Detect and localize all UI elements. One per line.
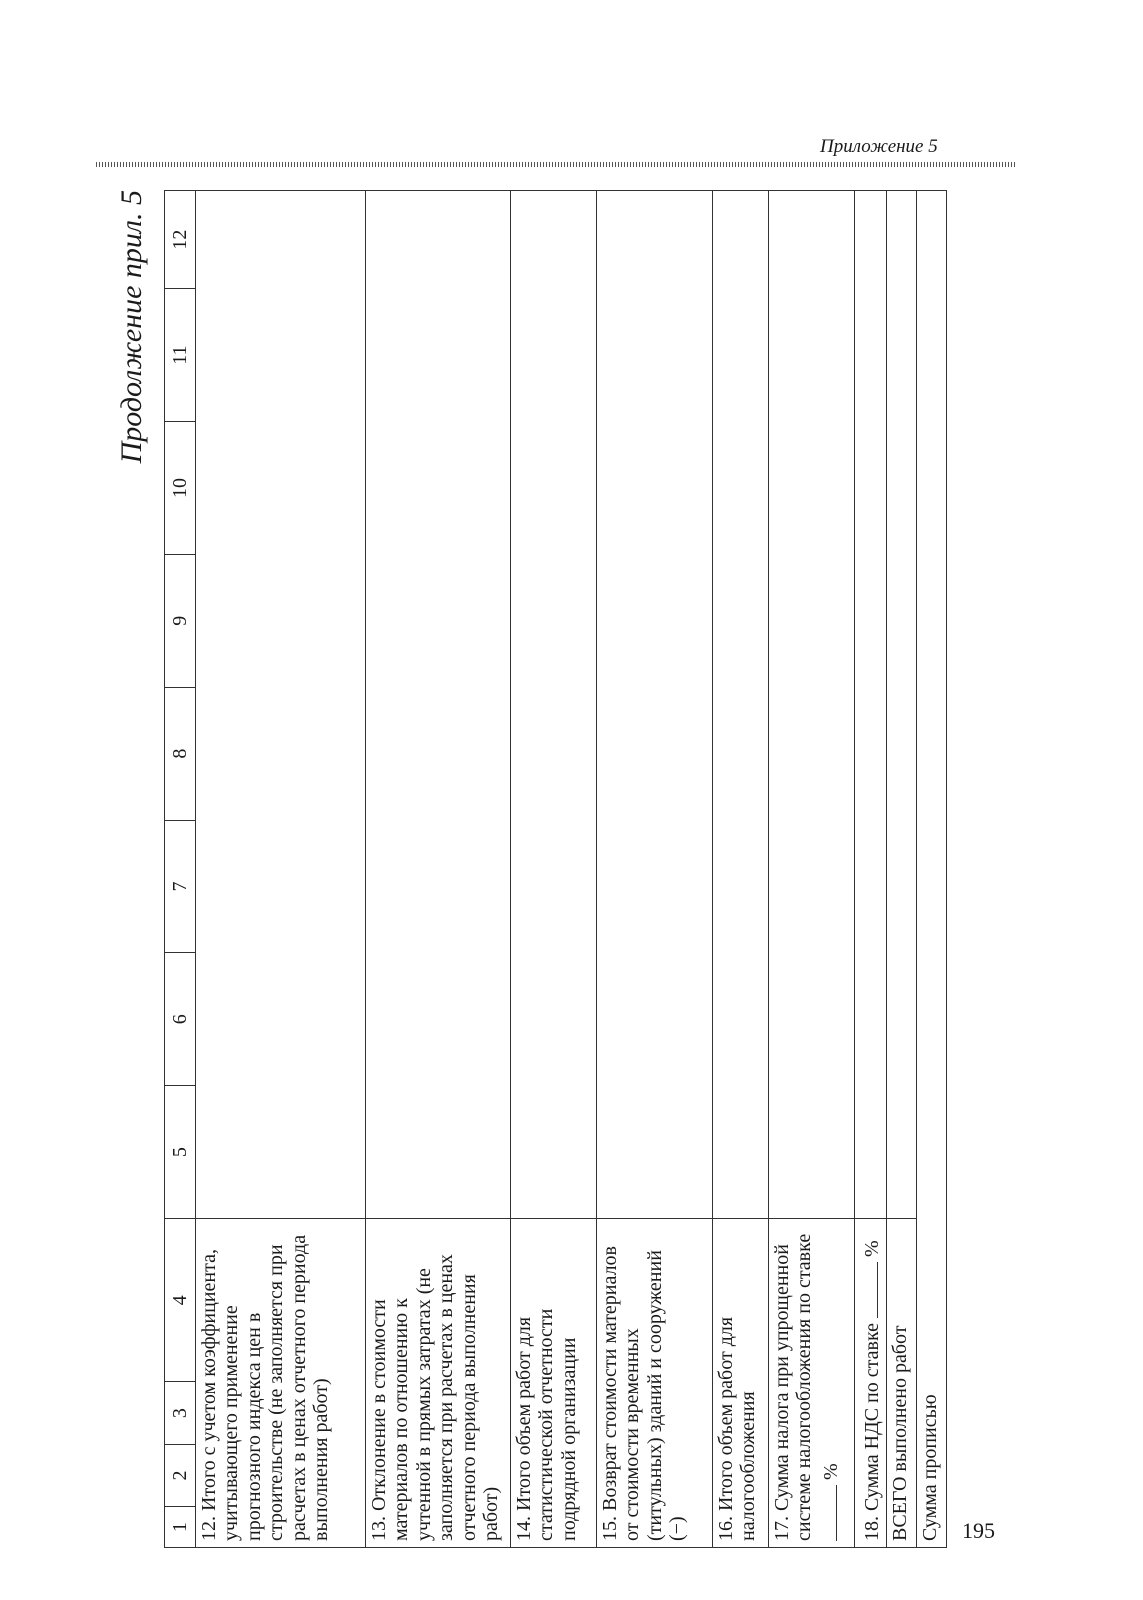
column-number: 12	[165, 191, 196, 289]
appendix-header-label: Приложение 5	[820, 136, 938, 157]
column-number: 3	[165, 1382, 196, 1444]
column-number: 11	[165, 289, 196, 422]
row-values-cell	[855, 191, 887, 1219]
blank-line	[857, 1262, 878, 1318]
row-label: 15. Возврат стоимости материалов от стоимости временных (титульных) зданий и сооружений (−)	[597, 1219, 713, 1548]
row-label: 14. Итого объем работ для статистической отчетности подрядной организации	[511, 1219, 597, 1548]
column-number: 7	[165, 820, 196, 953]
column-number: 6	[165, 953, 196, 1086]
row-values-cell	[887, 191, 917, 1219]
column-number: 9	[165, 554, 196, 687]
row-label	[769, 1219, 855, 1548]
table-row	[887, 191, 917, 1548]
table-row	[713, 191, 769, 1548]
row-label: 16. Итого объем работ для налогообложения	[713, 1219, 769, 1548]
row-label-text: 17. Сумма налога при упрощенной системе налогообложения по ставке	[771, 1233, 816, 1541]
row-label	[855, 1219, 887, 1548]
row-values-cell	[713, 191, 769, 1219]
row-values-cell	[597, 191, 713, 1219]
percent-sign: %	[861, 1240, 883, 1257]
table-row	[769, 191, 855, 1548]
row-label: 13. Отклонение в стоимости материалов по отношению к учтенной в прямых затратах (не заполняется при расчетах в ценах отчетного периода выполнения работ)	[366, 1219, 511, 1548]
page-number: 195	[962, 1518, 995, 1543]
row-label: Сумма прописью	[917, 191, 947, 1548]
rotated-table-block	[108, 190, 941, 1548]
column-number: 8	[165, 687, 196, 820]
continuation-title: Продолжение прил. 5	[115, 190, 148, 464]
table-row	[366, 191, 511, 1548]
column-number: 10	[165, 422, 196, 555]
table-row	[855, 191, 887, 1548]
table-row	[196, 191, 366, 1548]
row-values-cell	[511, 191, 597, 1219]
row-values-cell	[769, 191, 855, 1219]
header-rule	[96, 162, 1015, 167]
report-table	[164, 190, 947, 1548]
column-number-row	[165, 191, 196, 1548]
row-values-cell	[366, 191, 511, 1219]
table-row	[917, 191, 947, 1548]
row-values-cell	[196, 191, 366, 1219]
row-label-text: 18. Сумма НДС по ставке	[861, 1322, 883, 1541]
column-number: 4	[165, 1219, 196, 1382]
row-label: 12. Итого с учетом коэффициента, учитывающего применение прогнозного индекса цен в строительстве (не заполняется при расчетах в ценах отчетного периода выполнения работ)	[196, 1219, 366, 1548]
column-number: 1	[165, 1507, 196, 1548]
column-number: 5	[165, 1086, 196, 1219]
table-row	[597, 191, 713, 1548]
table-row	[511, 191, 597, 1548]
column-number: 2	[165, 1444, 196, 1506]
blank-line	[816, 1485, 837, 1541]
percent-sign: %	[819, 1463, 842, 1480]
row-label: ВСЕГО выполнено работ	[887, 1219, 917, 1548]
